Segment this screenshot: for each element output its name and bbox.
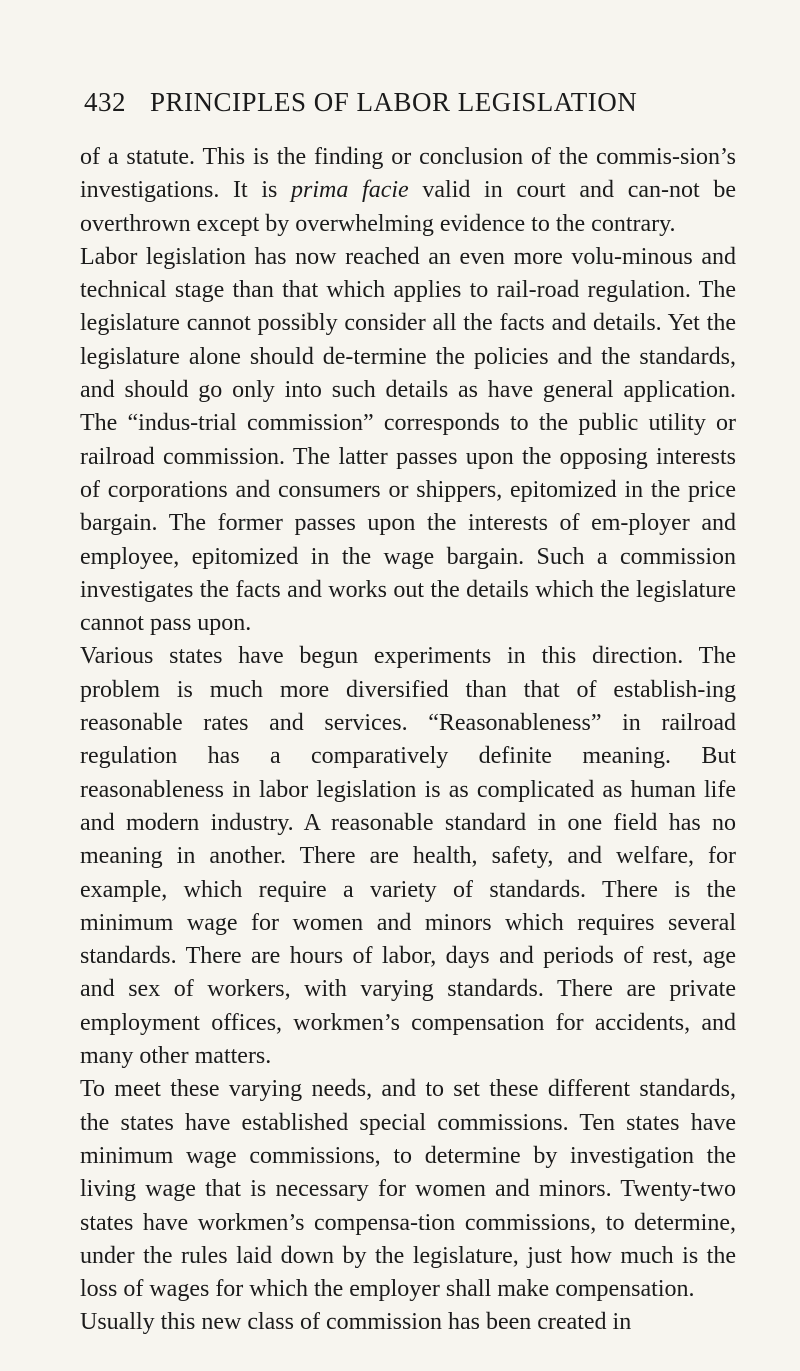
- paragraph-4: To meet these varying needs, and to set these different standards, the states have established special commissions. Ten states have minimum wage commissions, to determine by investigation the living wage that is necessary for women and minors. Twenty-two states have workmen’s compensa-tion commissions, to determine, under the rules laid down by the legislature, just how much is the loss of wages for which the employer shall make compensation.: [80, 1076, 736, 1303]
- paragraph-1-text-end: valid in court and can-not be overthrown except by overwhelming evidence to the contrary.: [80, 177, 737, 237]
- paragraph-1-italic-phrase: prima facie: [291, 177, 409, 204]
- paragraph-2: Labor legislation has now reached an even more volu-minous and technical stage than that which applies to rail-road regulation. The legislature cannot possibly consider all the facts and details. Yet the legislature alone should de-termine the policies and the standards, and should go only into such details as have general application. The “indus-trial commission” corresponds to the public utility or railroad commission. The latter passes upon the opposing interests of corporations and consumers or shippers, epitomized in the price bargain. The former passes upon the interests of em-ployer and employee, epitomized in the wage bargain. Such a commission investigates the facts and works out the details which the legislature cannot pass upon.: [80, 243, 736, 637]
- paragraph-1-text-start: of a statute. This is the finding or conclusion of the commis-sion’s investigations. It is: [80, 144, 736, 204]
- paragraph-5: Usually this new class of commission has been created in: [80, 1309, 632, 1336]
- paragraph-3: Various states have begun experiments in this direction. The problem is much more diversified than that of establish-ing reasonable rates and services. “Reasonableness” in railroad regulation has a comparatively definite meaning. But reasonableness in labor legislation is as complicated as human life and modern industry. A reasonable standard in one field has no meaning in another. There are health, safety, and welfare, for example, which require a variety of standards. There is the minimum wage for women and minors which requires several standards. There are hours of labor, days and periods of rest, age and sex of workers, with varying standards. There are private employment offices, workmen’s compensation for accidents, and many other matters.: [80, 643, 736, 1070]
- page-number: 432: [84, 87, 126, 117]
- paragraph-1: [80, 141, 736, 241]
- running-head: PRINCIPLES OF LABOR LEGISLATION: [150, 87, 638, 117]
- page-header: [84, 87, 724, 127]
- body-text: [80, 141, 736, 1340]
